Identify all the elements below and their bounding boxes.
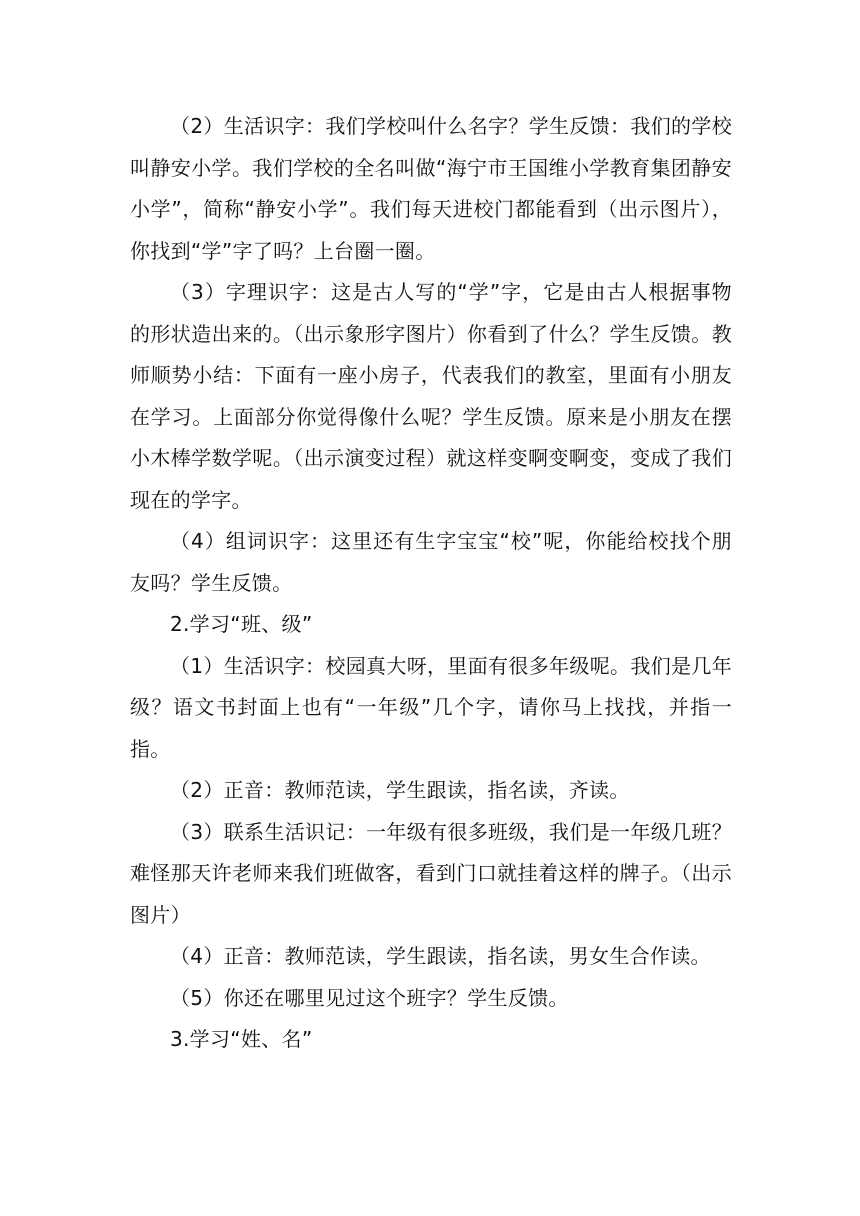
paragraph-zhengyin-1: （2）正音：教师范读，学生跟读，指名读，齐读。	[170, 778, 630, 802]
paragraph-lianxi-shenghuo: （3）联系生活识记：一年级有很多班级，我们是一年级几班？难怪那天许老师来我们班做客，看到门口就挂着这样的牌子。（出示图片）	[130, 819, 732, 927]
document-body	[130, 106, 732, 1061]
paragraph-zili-shizi: （3）字理识字：这是古人写的“学”字，它是由古人根据事物的形状造出来的。（出示象形字图片）你看到了什么？学生反馈。教师顺势小结：下面有一座小房子，代表我们的教室，里面有小朋友在学习。上面部分你觉得像什么呢？学生反馈。原来是小朋友在摆小木棒学数学呢。（出示演变过程）就这样变啊变啊变，变成了我们现在的学字。	[130, 280, 732, 512]
paragraph-shenghuo-shizi-nianji: （1）生活识字：校园真大呀，里面有很多年级呢。我们是几年级？语文书封面上也有“一年级”几个字，请你马上找找，并指一指。	[130, 653, 732, 761]
paragraph-shenghuo-shizi-xue: （2）生活识字：我们学校叫什么名字？学生反馈：我们的学校叫静安小学。我们学校的全名叫做“海宁市王国维小学教育集团静安小学”，简称“静安小学”。我们每天进校门都能看到（出示图片），你找到“学”字了吗？上台圈一圈。	[130, 114, 732, 263]
paragraph-zuci-shizi: （4）组词识字：这里还有生字宝宝“校”呢，你能给校找个朋友吗？学生反馈。	[130, 529, 732, 595]
section-heading-xing-ming: 3.学习“姓、名”	[170, 1027, 313, 1051]
section-heading-ban-ji: 2.学习“班、级”	[170, 612, 313, 636]
paragraph-ban-zi: （5）你还在哪里见过这个班字？学生反馈。	[170, 985, 569, 1010]
paragraph-zhengyin-2: （4）正音：教师范读，学生跟读，指名读，男女生合作读。	[170, 944, 711, 968]
